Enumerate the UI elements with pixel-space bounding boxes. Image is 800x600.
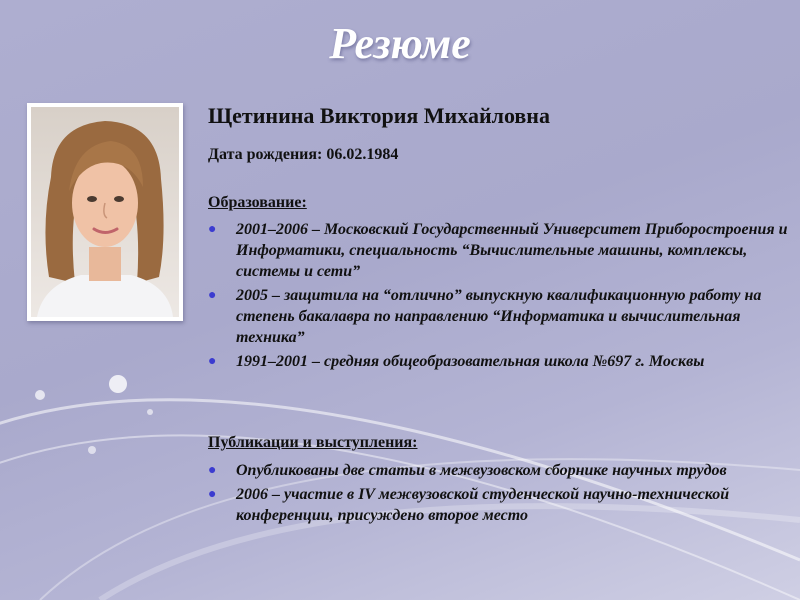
list-item: ● 2005 – защитила на “отлично” выпускную квалификационную работу на степень бакалавра по направлению “Информатика и вычислительная техника” [208, 287, 762, 346]
list-item: ● 2001–2006 – Московский Государственный Университет Приборостроения и Информатики, специальность “Вычислительные машины, комплексы, системы и сети” [208, 221, 788, 280]
education-list [208, 219, 788, 372]
bullet-icon: ● [208, 463, 217, 478]
bullet-icon: ● [208, 354, 217, 369]
education-heading: Образование: [208, 194, 307, 211]
bullet-icon: ● [208, 222, 217, 237]
publications-heading: Публикации и выступления: [208, 434, 418, 451]
portrait-icon [31, 107, 179, 317]
list-item: ● 1991–2001 – средняя общеобразовательная школа №697 г. Москвы [208, 353, 705, 370]
slide-title: Резюме [329, 19, 471, 68]
list-item: ● 2006 – участие в IV межвузовской студенческой научно-технической конференции, присуждено второе место [208, 486, 730, 524]
bullet-icon: ● [208, 487, 217, 502]
portrait-photo [27, 103, 183, 321]
list-item: ● Опубликованы две статьи в межвузовском сборнике научных трудов [208, 462, 727, 479]
person-name: Щетинина Виктория Михайловна [208, 103, 550, 128]
publications-list [208, 460, 788, 526]
date-of-birth: Дата рождения: 06.02.1984 [208, 146, 399, 163]
bullet-icon: ● [208, 288, 217, 303]
